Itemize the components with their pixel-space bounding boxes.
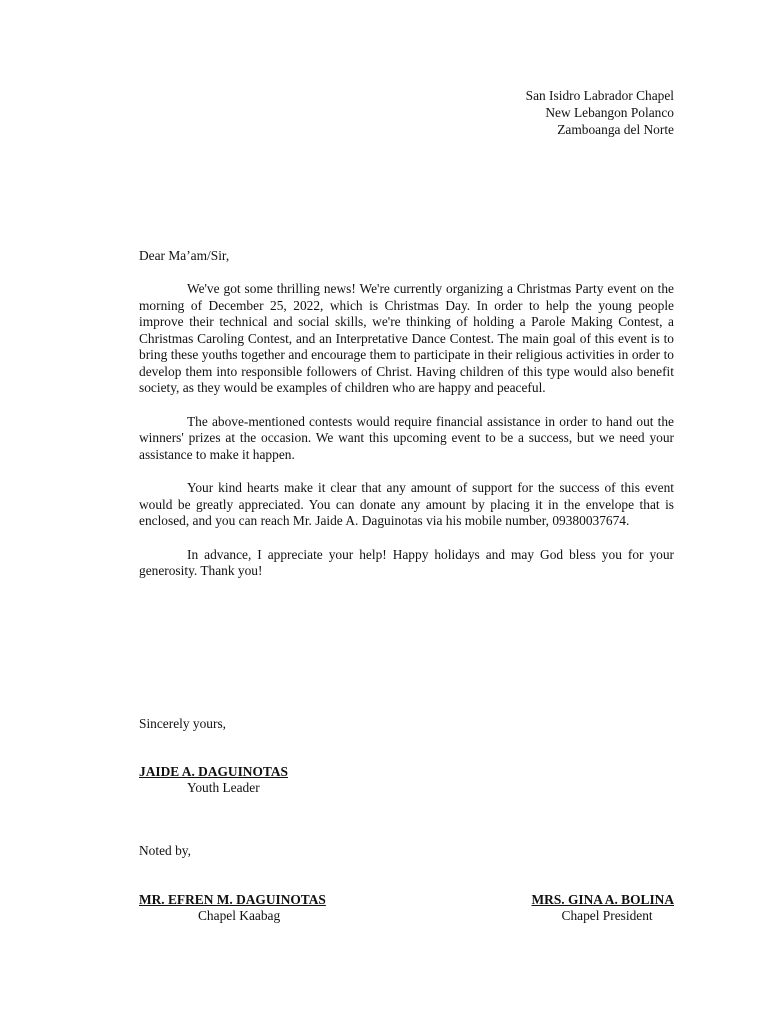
body-paragraph: Your kind hearts make it clear that any amount of support for the success of this event would be greatly appreciated. You can donate any amount by placing it in the envelope that is enclosed, and you can reach Mr. Jaide A. Daguinotas via his mobile number, 09380037674. (139, 480, 674, 528)
signatory-name: JAIDE A. DAGUINOTAS (139, 764, 288, 779)
signatory-name: MR. EFREN M. DAGUINOTAS (139, 892, 326, 907)
signatory-title: Chapel Kaabag (198, 908, 281, 924)
complimentary-close: Sincerely yours, (139, 716, 227, 731)
letter-body (139, 281, 674, 597)
salutation: Dear Ma’am/Sir, (139, 248, 230, 263)
signatory-title: Chapel President (561, 908, 653, 924)
body-paragraph: The above-mentioned contests would require financial assistance in order to hand out the winners' prizes at the occasion. We want this upcoming event to be a success, but we need your assistance to make it happen. (139, 413, 674, 462)
signature-block-chapel-president (532, 892, 674, 925)
address-line: San Isidro Labrador Chapel (525, 88, 674, 103)
signatory-title: Youth Leader (187, 780, 260, 796)
address-line: New Lebangon Polanco (545, 104, 674, 120)
signature-block-chapel-kaabag (139, 892, 326, 925)
address-line: Zamboanga del Norte (557, 121, 674, 137)
body-paragraph: In advance, I appreciate your help! Happy holidays and may God bless you for your generosity. Thank you! (139, 546, 674, 578)
sender-address (526, 88, 674, 138)
signature-block-youth-leader (139, 764, 288, 797)
body-paragraph: We've got some thrilling news! We're currently organizing a Christmas Party event on the morning of December 25, 2022, which is Christmas Day. In order to help the young people improve their technical and social skills, we're thinking of holding a Parole Making Contest, a Christmas Caroling Contest, and an Interpretative Dance Contest. The main goal of this event is to bring these youths together and encourage them to participate in their religious activities in order to develop them into responsible followers of Christ. Having children of this type would also benefit society, as they would be examples of children who are happy and peaceful. (139, 281, 674, 395)
noted-by-label: Noted by, (139, 843, 191, 858)
signatory-name: MRS. GINA A. BOLINA (531, 892, 674, 907)
